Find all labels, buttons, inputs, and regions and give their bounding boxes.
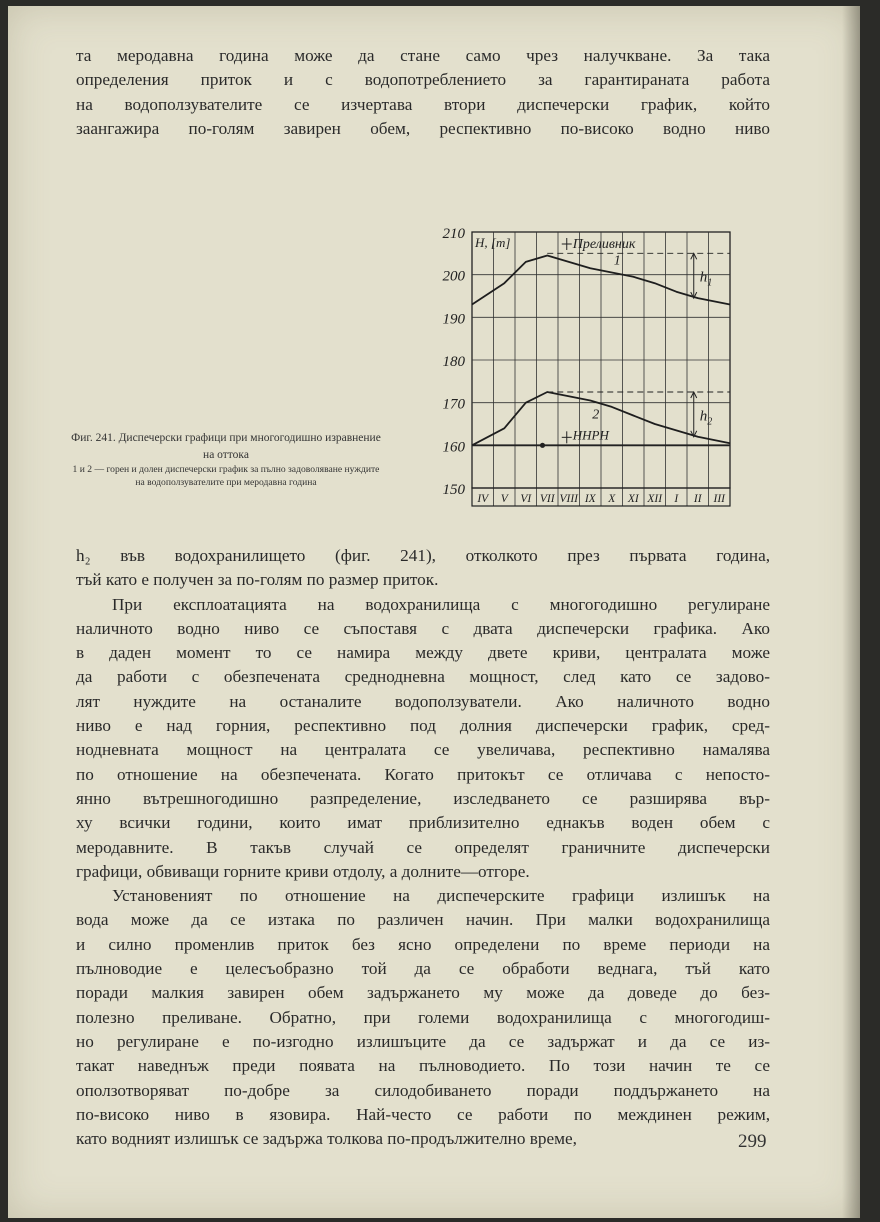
text-line: Установеният по отношение на диспечерските графици излишък на: [112, 886, 770, 906]
text-line: ноднeвната мощност на централата се увеличава, респективно намалява: [76, 740, 770, 760]
spillway-label: Преливник: [572, 237, 636, 252]
y-tick-label: 150: [442, 482, 465, 498]
text-line: да работи с обезпечената средноднeвна мощност, след като се задово-: [76, 667, 770, 687]
chart-grid: [472, 232, 730, 506]
y-axis-label: H, [m]: [475, 235, 511, 250]
text-line: определения приток и с водопотреблението за гарантираната работа: [76, 70, 770, 90]
x-tick-label: XII: [647, 493, 663, 505]
text-line: по-високо ниво в язовира. Най-често се работи по междинен режим,: [76, 1104, 770, 1124]
page-number: 299: [738, 1131, 767, 1152]
main-text: [76, 544, 770, 1151]
text-line: такат наведнъж преди появата на пълноводието. По този начин те се: [76, 1056, 770, 1076]
x-tick-label: II: [693, 493, 702, 505]
text-line: та меродавна година може да стане само чрез налучкване. За така: [76, 46, 770, 65]
text-line: ху всички години, които имат приблизително еднакъв воден обем с: [76, 813, 770, 833]
text-line: поради малкия завирен обем задържането му може да доведе до без-: [76, 983, 770, 1003]
y-tick-label: 170: [442, 396, 465, 413]
text-line: но регулиране е по-изгодно излишъците да се задържат и да се из-: [76, 1031, 770, 1051]
text-line: полезно преливане. Обратно, при големи водохранилища с многогодиш-: [76, 1007, 770, 1027]
text-line: меродавните. В такъв случай се определят граничните диспечерски: [76, 837, 770, 857]
y-tick-label: 210: [442, 226, 465, 242]
x-tick-label: IX: [584, 493, 596, 505]
dispatch-chart: [428, 218, 748, 508]
text-line: вода може да се изтака по различен начин. При малки водохранилища: [76, 910, 770, 930]
x-tick-label: VI: [520, 493, 532, 505]
x-tick-label: VII: [539, 493, 555, 505]
nnrn-point: [540, 443, 545, 448]
text-line: лят нуждите на останалите водоползуватели. Ако наличното водно: [76, 691, 770, 711]
series-label: 1: [613, 253, 621, 269]
series-label: 2: [592, 407, 600, 423]
h-label-2: $h_2$: [699, 408, 713, 428]
x-tick-label: XI: [627, 493, 639, 505]
text-line: в даден момент то се намира между двете криви, централата може: [76, 643, 770, 663]
text-line: ниво е над горния, респективно под долния диспечерски график, сред-: [76, 716, 770, 736]
y-tick-label: 190: [442, 311, 465, 328]
x-tick-label: III: [713, 493, 725, 505]
x-tick-label: I: [674, 493, 679, 505]
text-line: пълноводие е целесъобразно той да се обработи веднага, тъй като: [76, 959, 770, 979]
nnrn-label: ННРН: [572, 427, 609, 443]
text-line: При експлоатацията на водохранилища с многогодишно регулиране: [112, 594, 770, 614]
text-line: и силно променлив приток без ясно определени по време периоди на: [76, 934, 770, 954]
h-label-1: $h_1$: [699, 269, 713, 289]
text-line: янно вътрешногодишно разпределение, изследването се разширява вър-: [76, 788, 770, 808]
text-line: по отношение на обезпечената. Когато притокът се отличава с непосто-: [76, 764, 770, 784]
top-paragraph: [76, 44, 770, 141]
chart-labels: [443, 226, 727, 505]
y-tick-label: 180: [442, 354, 465, 370]
x-tick-label: X: [608, 493, 616, 505]
x-tick-label: IV: [477, 493, 489, 505]
x-tick-label: VIII: [559, 493, 579, 505]
y-tick-label: 160: [442, 439, 465, 456]
text-line: тъй като е получен за по-голям по размер приток.: [76, 570, 439, 590]
text-line: оползотворяват по-добре за силодобиването поради поддържането на: [76, 1080, 770, 1100]
y-tick-label: 200: [442, 268, 465, 285]
caption-sub: 1 и 2 — горен и долен диспечерски график за пълно задоволяване нуждите на водоползувателите при меродавна година: [72, 464, 380, 488]
text-line: наличното водно ниво се съпоставя с двата диспечерски графика. Ако: [76, 618, 770, 638]
text-line: на водоползувателите се изчертава втори диспечерски график, който: [76, 94, 770, 114]
figure-caption: [68, 430, 384, 489]
text-line: h₂ във водохранилището (фиг. 241), отколкото през първата година,: [76, 546, 770, 565]
text-line: заангажира по-голям завирен обем, респективно по-високо водно ниво: [76, 118, 770, 138]
caption-title: Фиг. 241. Диспечерски графици при многогодишно изравнение на оттока: [71, 432, 381, 461]
x-tick-label: V: [500, 493, 508, 505]
book-page: [8, 6, 860, 1218]
text-line: като водният излишък се задържа толкова по-продължително време,: [76, 1129, 577, 1149]
text-line: графици, обвиващи горните криви отдолу, а долните—отгоре.: [76, 861, 530, 881]
